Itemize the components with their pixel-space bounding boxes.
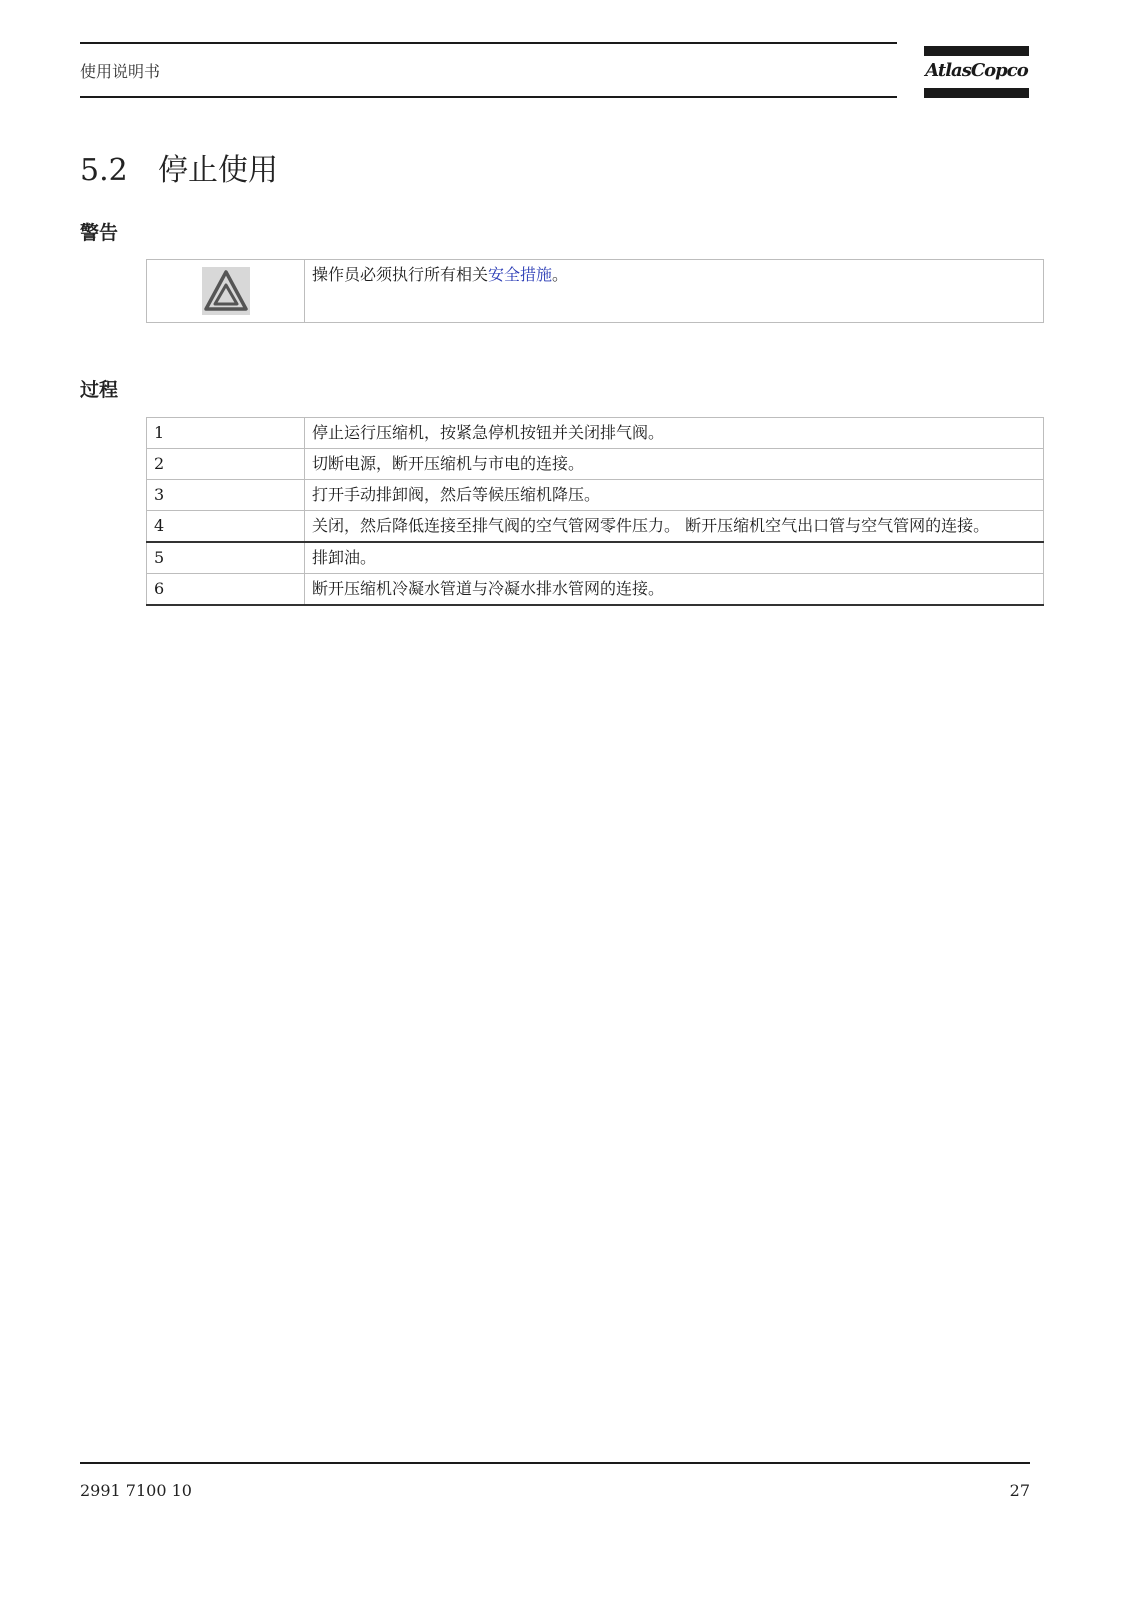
warning-text: 操作员必须执行所有相关 bbox=[312, 265, 489, 284]
warning-text-end: 。 bbox=[552, 265, 569, 284]
procedure-step bbox=[147, 449, 1044, 480]
warning-text-cell bbox=[305, 260, 1044, 323]
logo-wordmark: AtlasCopco bbox=[925, 60, 1028, 81]
footer-rule bbox=[80, 1462, 1030, 1464]
warning-triangle-icon bbox=[202, 267, 250, 315]
step-number: 5 bbox=[147, 542, 305, 574]
section-heading bbox=[80, 145, 278, 189]
header-bottom-rule bbox=[80, 96, 897, 98]
procedure-step bbox=[147, 542, 1044, 574]
section-title: 停止使用 bbox=[158, 153, 278, 188]
step-text: 排卸油。 bbox=[305, 542, 1044, 574]
procedure-heading: 过程 bbox=[80, 379, 119, 401]
step-text: 断开压缩机冷凝水管道与冷凝水排水管网的连接。 bbox=[305, 574, 1044, 606]
warning-icon-cell bbox=[147, 260, 305, 323]
step-text: 关闭，然后降低连接至排气阀的空气管网零件压力。 断开压缩机空气出口管与空气管网的连接。 bbox=[305, 511, 1044, 543]
procedure-step bbox=[147, 574, 1044, 606]
section-number: 5.2 bbox=[80, 153, 128, 188]
atlas-copco-logo bbox=[924, 46, 1029, 98]
procedure-step bbox=[147, 418, 1044, 449]
logo-bottom-bar bbox=[924, 88, 1029, 98]
page-number: 27 bbox=[1009, 1481, 1030, 1500]
document-number: 2991 7100 10 bbox=[80, 1481, 192, 1500]
warning-table bbox=[146, 259, 1044, 323]
warning-heading: 警告 bbox=[80, 222, 119, 244]
document-title: 使用说明书 bbox=[80, 62, 161, 81]
step-number: 2 bbox=[147, 449, 305, 480]
step-number: 4 bbox=[147, 511, 305, 543]
step-number: 3 bbox=[147, 480, 305, 511]
step-number: 6 bbox=[147, 574, 305, 606]
header-top-rule bbox=[80, 42, 897, 44]
procedure-step bbox=[147, 511, 1044, 543]
step-number: 1 bbox=[147, 418, 305, 449]
logo-top-bar bbox=[924, 46, 1029, 56]
step-text: 停止运行压缩机，按紧急停机按钮并关闭排气阀。 bbox=[305, 418, 1044, 449]
step-text: 打开手动排卸阀，然后等候压缩机降压。 bbox=[305, 480, 1044, 511]
procedure-step bbox=[147, 480, 1044, 511]
safety-measures-link[interactable]: 安全措施 bbox=[488, 265, 553, 284]
step-text: 切断电源，断开压缩机与市电的连接。 bbox=[305, 449, 1044, 480]
procedure-table bbox=[146, 417, 1044, 606]
warning-row bbox=[147, 260, 1044, 323]
